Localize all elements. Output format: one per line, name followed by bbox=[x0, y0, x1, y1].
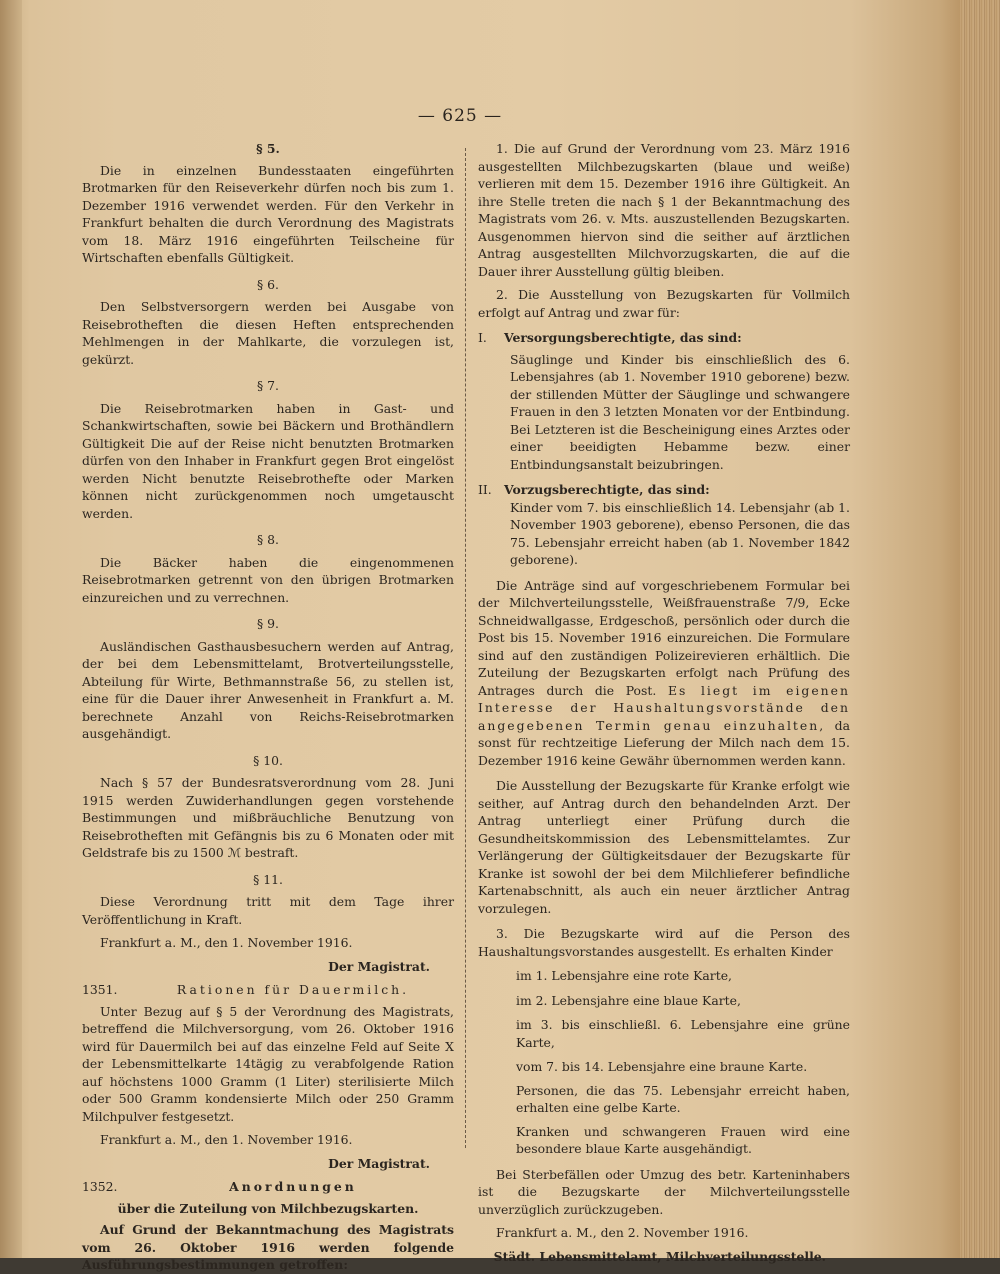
group-2-header bbox=[478, 481, 850, 499]
card-yellow: Personen, die das 75. Lebensjahr erreicht haben, erhalten eine gelbe Karte. bbox=[516, 1082, 850, 1115]
paragraph-3-main: Die Anträge sind auf vorgeschriebenem Formular bei der Milchverteilungsstelle, Weißfrauenstraße 7/9, Ecke Schneidwallgasse, Erdgeschoß, persönlich oder durch die Post bis 15. November 1916 einzureichen. Die Formulare sind auf den zuständigen Polizeirevieren erhältlich. Die Zuteilung der Bezugskarten erfolgt nach Prüfung des Antrages durch die Post. bbox=[478, 577, 850, 698]
notice-number-1351: 1351. bbox=[82, 982, 118, 997]
section-11-title: § 11. bbox=[253, 871, 283, 887]
group-1-title: Versorgungsberechtigte, das sind: bbox=[504, 330, 742, 345]
section-10-title: § 10. bbox=[253, 752, 283, 768]
paragraph-1: 1. Die auf Grund der Verordnung vom 23. März 1916 ausgestellten Milchbezugskarten (blaue und weiße) verlieren mit dem 15. Dezember 1916 ihre Gültigkeit. An ihre Stelle treten die nach § 1 der Bekanntmachung des Magistrats vom 26. v. Mts. auszustellenden Bezugskarten. Ausgenommen hiervon sind die seither auf ärztlichen Antrag ausgestellten Milchvorzugskarten, die auf die Dauer ihrer Ausstellung gültig bleiben. bbox=[478, 141, 850, 279]
book-page-edges bbox=[960, 0, 1000, 1274]
section-5-text: Die in einzelnen Bundesstaaten eingeführten Brotmarken für den Reiseverkehr dürfen noch bis zum 1. Dezember 1916 verwendet werden. Für den Verkehr in Frankfurt behalten die durch Verordnung des Magistrats vom 18. März 1916 eingeführten Teilscheine für Wirtschaften ebenfalls Gültigkeit. bbox=[82, 162, 454, 265]
signature-1: Der Magistrat. bbox=[328, 958, 430, 974]
paragraph-3-emphasis: Es liegt im eigenen Interesse der Haushaltungsvorstände den angegebenen Termin genau einzuhalten, bbox=[478, 682, 850, 733]
notice-1352-header bbox=[82, 1178, 454, 1196]
section-11-text: Diese Verordnung tritt mit dem Tage ihrer Veröffentlichung in Kraft. bbox=[82, 894, 454, 927]
group-2-title: Vorzugsberechtigte, das sind: bbox=[504, 482, 710, 497]
section-7-title: § 7. bbox=[257, 378, 279, 393]
group-2-text: Kinder vom 7. bis einschließlich 14. Lebensjahr (ab 1. November 1903 geborene), ebenso Personen, die das 75. Lebensjahr erreicht haben (ab 1. November 1842 geborene). bbox=[510, 499, 850, 567]
roman-numeral-2: II. bbox=[478, 482, 492, 497]
signature-3: Städt. Lebensmittelamt, Milchverteilungsstelle. bbox=[493, 1248, 826, 1264]
date-line-3: Frankfurt a. M., den 2. November 1916. bbox=[496, 1225, 749, 1240]
section-7-text: Die Reisebrotmarken haben in Gast- und Schankwirtschaften, sowie bei Bäckern und Brothändlern Gültigkeit Die auf der Reise nicht benutzten Brotmarken dürfen von den Inhaber in Frankfurt gegen Brot eingelöst werden Nicht benutzte Reisebrothefte oder Marken können nicht zurückgenommen noch umgetauscht werden. bbox=[82, 400, 454, 521]
section-8-title: § 8. bbox=[257, 532, 279, 547]
card-green: im 3. bis einschließl. 6. Lebensjahre eine grüne Karte, bbox=[516, 1017, 850, 1050]
paragraph-4: Die Ausstellung der Bezugskarte für Kranke erfolgt wie seither, auf Antrag durch den behandelnden Arzt. Der Antrag unterliegt einer Prüfung durch die Gesundheitskommission des Lebensmittelamtes. Zur Verlängerung der Gültigkeitsdauer der Bezugskarte für Kranke ist sowohl der bei dem Milchlieferer befindliche Kartenabschnitt, als auch ein neuer ärztlicher Antrag vorzulegen. bbox=[478, 778, 850, 916]
paragraph-6: Bei Sterbefällen oder Umzug des betr. Karteninhabers ist die Bezugskarte der Milchverteilungsstelle unverzüglich zurückzugeben. bbox=[478, 1166, 850, 1217]
notice-1352-text: Auf Grund der Bekanntmachung des Magistrats vom 26. Oktober 1916 werden folgende Ausführungsbestimmungen getroffen: bbox=[82, 1222, 454, 1272]
card-brown: vom 7. bis 14. Lebensjahre eine braune Karte. bbox=[516, 1059, 808, 1074]
group-1-header bbox=[478, 329, 850, 347]
section-6-text: Den Selbstversorgern werden bei Ausgabe von Reisebrotheften die diesen Heften entsprechenden Mehlmengen in der Mahlkarte, die vorzulegen ist, gekürzt. bbox=[82, 299, 454, 367]
signature-2: Der Magistrat. bbox=[328, 1155, 430, 1171]
roman-numeral-1: I. bbox=[478, 330, 487, 345]
paragraph-2: 2. Die Ausstellung von Bezugskarten für Vollmilch erfolgt auf Antrag und zwar für: bbox=[478, 287, 850, 320]
group-1-text: Säuglinge und Kinder bis einschließlich des 6. Lebensjahres (ab 1. November 1910 geborene) bezw. der stillenden Mütter der Säuglinge und schwangere Frauen in den 3 letzten Monaten vor der Entbindung. Bei Letzteren ist die Bescheinigung eines Arztes oder einer beeidigten Hebamme bezw. einer Entbindungsanstalt beizubringen. bbox=[510, 351, 850, 472]
column-divider bbox=[465, 148, 466, 1148]
notice-1351-text: Unter Bezug auf § 5 der Verordnung des Magistrats, betreffend die Milchversorgung, vom 26. Oktober 1916 wird für Dauermilch bei auf das einzelne Feld auf Seite X der Lebensmittelkarte 14tägig zu verabfolgende Ration auf höchstens 1000 Gramm (1 Liter) sterilisierte Milch oder 500 Gramm kondensierte Milch oder 250 Gramm Milchpulver festgesetzt. bbox=[82, 1003, 454, 1124]
paragraph-3-end: da sonst für rechtzeitige Lieferung der Milch nach dem 15. Dezember 1916 keine Gewähr übernommen werden kann. bbox=[478, 717, 850, 768]
page-gutter-left bbox=[0, 0, 22, 1274]
notice-number-1352: 1352. bbox=[82, 1179, 118, 1194]
paragraph-5: 3. Die Bezugskarte wird auf die Person des Haushaltungsvorstandes ausgestellt. Es erhalten Kinder bbox=[478, 926, 850, 959]
section-9-title: § 9. bbox=[257, 616, 279, 631]
date-line-2: Frankfurt a. M., den 1. November 1916. bbox=[100, 1132, 353, 1147]
notice-1352-title: Anordnungen bbox=[229, 1179, 357, 1194]
notice-1351-title: Rationen für Dauermilch. bbox=[176, 982, 410, 997]
page-number: — 625 — bbox=[417, 106, 503, 126]
card-red: im 1. Lebensjahre eine rote Karte, bbox=[516, 968, 732, 983]
notice-1351-header bbox=[82, 981, 454, 999]
section-5-title: § 5. bbox=[256, 141, 280, 156]
section-10-text: Nach § 57 der Bundesratsverordnung vom 28. Juni 1915 werden Zuwiderhandlungen gegen vorstehende Bestimmungen und mißbräuchliche Benutzung von Reisebrotheften mit Gefängnis bis zu 6 Monaten oder mit Geldstrafe bis zu 1500 ℳ bestraft. bbox=[82, 775, 454, 860]
date-line-1: Frankfurt a. M., den 1. November 1916. bbox=[100, 935, 353, 950]
right-column bbox=[478, 140, 850, 1265]
section-8-text: Die Bäcker haben die eingenommenen Reisebrotmarken getrennt von den übrigen Brotmarken einzureichen und zu verrechnen. bbox=[82, 554, 454, 605]
card-blue: im 2. Lebensjahre eine blaue Karte, bbox=[516, 992, 741, 1008]
paragraph-3 bbox=[478, 577, 850, 770]
notice-1352-subtitle: über die Zuteilung von Milchbezugskarten. bbox=[117, 1200, 419, 1216]
section-6-title: § 6. bbox=[257, 276, 279, 292]
left-column bbox=[82, 140, 454, 1274]
section-9-text: Ausländischen Gasthausbesuchern werden auf Antrag, der bei dem Lebensmittelamt, Brotverteilungsstelle, Abteilung für Wirte, Bethmannstraße 56, zu stellen ist, eine für die Dauer ihrer Anwesenheit in Frankfurt a. M. berechnete Anzahl von Reichs-Reisebrotmarken ausgehändigt. bbox=[82, 638, 454, 741]
card-special-blue: Kranken und schwangeren Frauen wird eine besondere blaue Karte ausgehändigt. bbox=[516, 1123, 850, 1156]
